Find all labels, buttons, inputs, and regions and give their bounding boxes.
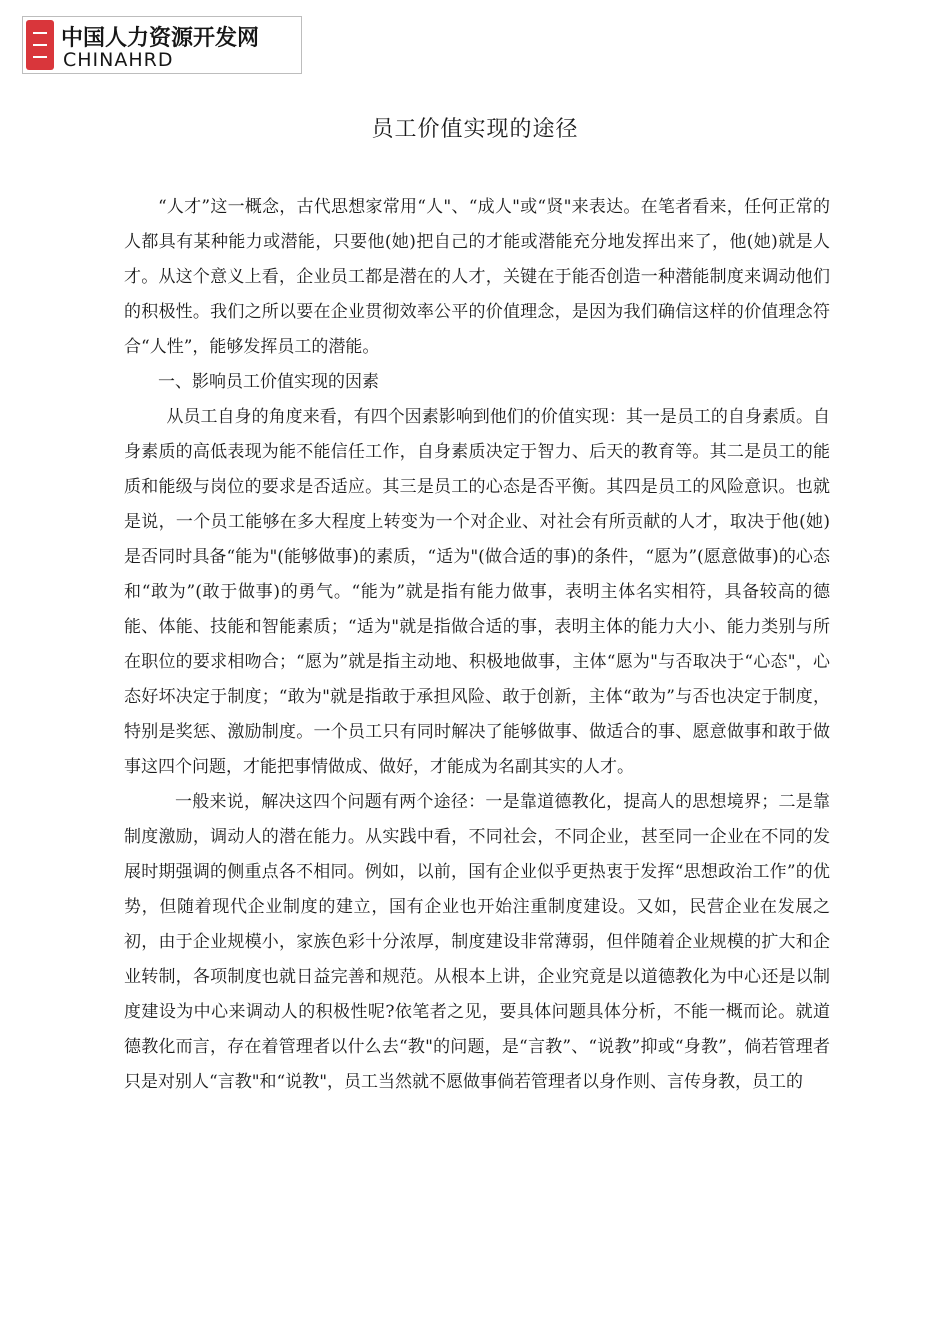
logo-english-name: CHINAHRD — [63, 49, 174, 71]
logo-seal-icon — [26, 20, 54, 70]
paragraph-intro: “人才”这一概念，古代思想家常用“人"、“成人"或“贤"来表达。在笔者看来，任何正常的人都具有某种能力或潜能，只要他(她)把自己的才能或潜能充分地发挥出来了，他(她)就是人才。从这个意义上看，企业员工都是潜在的人才，关键在于能否创造一种潜能制度来调动他们的积极性。我们之所以要在企业贯彻效率公平的价值理念，是因为我们确信这样的价值理念符合“人性”，能够发挥员工的潜能。 — [124, 197, 830, 357]
document-title: 员工价值实现的途径 — [371, 117, 579, 142]
document-body — [124, 190, 830, 1100]
paragraph-factors: 从员工自身的角度来看，有四个因素影响到他们的价值实现：其一是员工的自身素质。自身素质的高低表现为能不能信任工作，自身素质决定于智力、后天的教育等。其二是员工的能质和能级与岗位的要求是否适应。其三是员工的心态是否平衡。其四是员工的风险意识。也就是说，一个员工能够在多大程度上转变为一个对企业、对社会有所贡献的人才，取决于他(她)是否同时具备“能为"(能够做事)的素质，“适为"(做合适的事)的条件，“愿为”(愿意做事)的心态和“敢为”(敢于做事)的勇气。“能为”就是指有能力做事，表明主体名实相符，具备较高的德能、体能、技能和智能素质；“适为"就是指做合适的事，表明主体的能力大小、能力类别与所在职位的要求相吻合；“愿为”就是指主动地、积极地做事，主体“愿为"与否取决于“心态"，心态好坏决定于制度；“敢为"就是指敢于承担风险、敢于创新，主体“敢为”与否也决定于制度，特别是奖惩、激励制度。一个员工只有同时解决了能够做事、做适合的事、愿意做事和敢于做事这四个问题，才能把事情做成、做好，才能成为名副其实的人才。 — [124, 407, 830, 777]
section-heading: 一、影响员工价值实现的因素 — [158, 372, 379, 392]
site-logo — [22, 16, 302, 74]
paragraph-approaches: 一般来说，解决这四个问题有两个途径：一是靠道德教化，提高人的思想境界；二是靠制度激励，调动人的潜在能力。从实践中看，不同社会，不同企业，甚至同一企业在不同的发展时期强调的侧重点各不相同。例如，以前，国有企业似乎更热衷于发挥“思想政治工作”的优势，但随着现代企业制度的建立，国有企业也开始注重制度建设。又如，民营企业在发展之初，由于企业规模小，家族色彩十分浓厚，制度建设非常薄弱，但伴随着企业规模的扩大和企业转制，各项制度也就日益完善和规范。从根本上讲，企业究竟是以道德教化为中心还是以制度建设为中心来调动人的积极性呢?依笔者之见，要具体问题具体分析，不能一概而论。就道德教化而言，存在着管理者以什么去“教"的问题，是“言教”、“说教”抑或“身教”，倘若管理者只是对别人“言教"和“说教"，员工当然就不愿做事倘若管理者以身作则、言传身教，员工的 — [124, 792, 830, 1092]
logo-chinese-name: 中国人力资源开发网 — [61, 26, 260, 51]
